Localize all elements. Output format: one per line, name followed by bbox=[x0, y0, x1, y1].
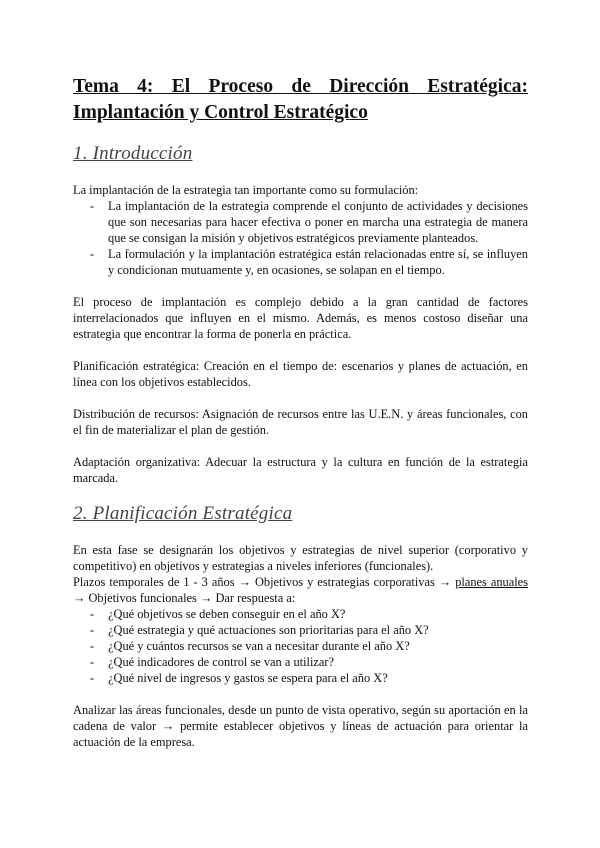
document-title bbox=[73, 74, 528, 126]
intro-paragraph: La implantación de la estrategia tan importante como su formulación: bbox=[73, 183, 419, 197]
paragraph-adaptacion: Adaptación organizativa: Adecuar la estructura y la cultura en función de la estrategia marcada. bbox=[73, 455, 528, 485]
paragraph-planificacion: Planificación estratégica: Creación en el tiempo de: escenarios y planes de actuación, en línea con los objetivos establecidos. bbox=[73, 359, 528, 389]
question-item: - ¿Qué estrategia y qué actuaciones son prioritarias para el año X? bbox=[73, 622, 528, 638]
planes-anuales-underlined: planes anuales bbox=[455, 575, 529, 589]
intro-bullet-list bbox=[73, 198, 528, 278]
paragraph-analizar: Analizar las áreas funcionales, desde un punto de vista operativo, según su aportación en la cadena de valor → permite establecer objetivos y líneas de actuación para orientar la actuación de la empresa. bbox=[73, 703, 528, 749]
paragraph-complejo: El proceso de implantación es complejo debido a la gran cantidad de factores interrelacionados que influyen en el mismo. Además, es menos costoso diseñar una estrategia que encontrar la forma de ponerla en práctica. bbox=[73, 295, 528, 341]
question-item: - ¿Qué indicadores de control se van a utilizar? bbox=[73, 654, 528, 670]
paragraph-plazos bbox=[73, 574, 528, 606]
question-list bbox=[73, 606, 528, 686]
plazos-text-b: → Objetivos funcionales → Dar respuesta a: bbox=[73, 591, 296, 605]
section-2-heading: 2. Planificación Estratégica bbox=[73, 503, 293, 524]
question-item: - ¿Qué nivel de ingresos y gastos se espera para el año X? bbox=[73, 670, 528, 686]
title-line-1: Tema 4: El Proceso de Dirección Estratégica: bbox=[73, 76, 528, 97]
intro-bullet-2: - La formulación y la implantación estratégica están relacionadas entre sí, se influyen y condicionan mutuamente y, en ocasiones, se solapan en el tiempo. bbox=[73, 246, 528, 278]
title-line-2: Implantación y Control Estratégico bbox=[73, 102, 368, 123]
question-item: - ¿Qué y cuántos recursos se van a necesitar durante el año X? bbox=[73, 638, 528, 654]
question-item: - ¿Qué objetivos se deben conseguir en el año X? bbox=[73, 606, 528, 622]
plazos-text-a: Plazos temporales de 1 - 3 años → Objetivos y estrategias corporativas → bbox=[73, 575, 456, 589]
intro-bullet-1: - La implantación de la estrategia comprende el conjunto de actividades y decisiones que son necesarias para hacer efectiva o poner en marcha una estrategia de manera que se consigan la misión y objetivos estratégicos previamente planteados. bbox=[73, 198, 528, 246]
paragraph-fase: En esta fase se designarán los objetivos y estrategias de nivel superior (corporativo y competitivo) en objetivos y estrategias a niveles inferiores (funcionales). bbox=[73, 543, 528, 573]
section-1-heading: 1. Introducción bbox=[73, 143, 193, 164]
paragraph-distribucion: Distribución de recursos: Asignación de recursos entre las U.E.N. y áreas funcionales, con el fin de materializar el plan de gestión. bbox=[73, 407, 528, 437]
